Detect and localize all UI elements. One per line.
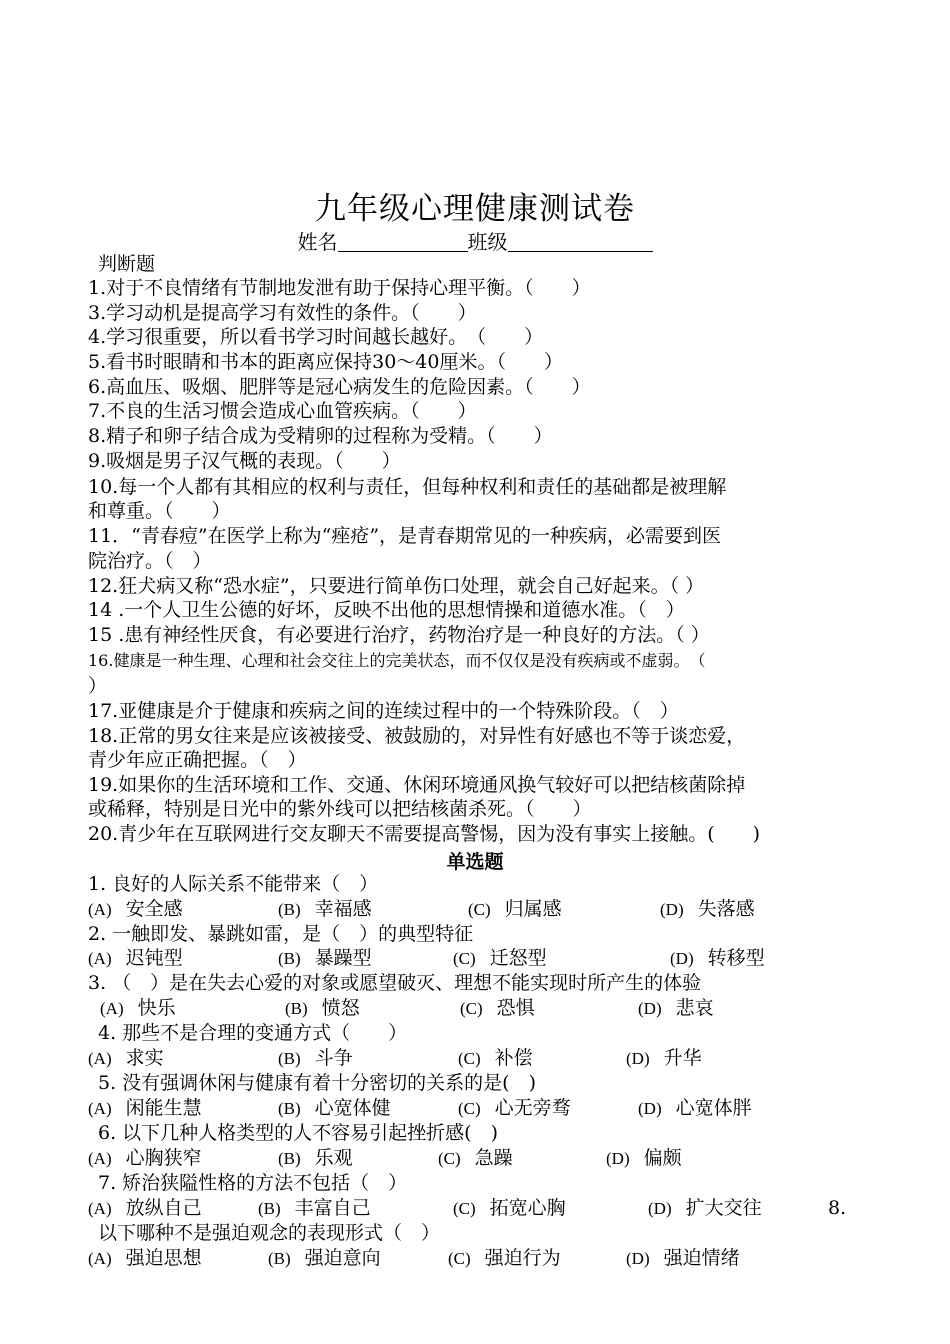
option-text: 补偿 (494, 1047, 533, 1069)
option-d[interactable] (626, 1246, 740, 1271)
option-marker: (B) (278, 949, 301, 968)
option-marker: (A) (88, 1199, 112, 1218)
option-b[interactable] (285, 996, 360, 1021)
option-marker: (B) (278, 1149, 301, 1168)
option-text: 心无旁骛 (494, 1097, 571, 1119)
option-d[interactable] (660, 897, 755, 922)
tf-question-continued: ） (88, 675, 108, 697)
option-d[interactable] (638, 996, 714, 1021)
option-text: 迟钝型 (125, 947, 183, 969)
option-marker: (B) (278, 1099, 301, 1118)
option-c[interactable] (453, 1196, 566, 1221)
mc-question: 4. 那些不是合理的变通方式（ ） (98, 1022, 408, 1044)
option-b[interactable] (278, 897, 372, 922)
option-text: 强迫思想 (125, 1247, 202, 1269)
tf-question: 11．“青春痘”在医学上称为“痤疮”，是青春期常见的一种疾病，必需要到医 (88, 525, 722, 547)
option-text: 归属感 (504, 898, 562, 920)
option-text: 乐观 (314, 1147, 353, 1169)
tf-question: 17.亚健康是介于健康和疾病之间的连续过程中的一个特殊阶段。（ ） (88, 700, 679, 722)
tf-question-continued: 院治疗。（ ） (88, 550, 212, 572)
option-text: 升华 (663, 1047, 702, 1069)
class-blank[interactable] (508, 231, 653, 252)
option-d[interactable] (638, 1096, 752, 1121)
option-text: 心宽体健 (314, 1097, 391, 1119)
mc-question: 1. 良好的人际关系不能带来（ ） (88, 873, 379, 895)
option-b[interactable] (268, 1246, 381, 1271)
option-marker: (D) (626, 1249, 650, 1268)
option-text: 快乐 (137, 997, 176, 1019)
option-text: 心胸狭窄 (125, 1147, 202, 1169)
tf-question-continued: 和尊重。（ ） (88, 500, 231, 522)
option-text: 急躁 (474, 1147, 513, 1169)
option-marker: (B) (285, 999, 308, 1018)
tf-question: 4.学习很重要，所以看书学习时间越长越好。 （ ） (88, 326, 544, 348)
mc-question: 5. 没有强调休闲与健康有着十分密切的关系的是( ) (98, 1072, 536, 1094)
mc-question: 6. 以下几种人格类型的人不容易引起挫折感( ) (98, 1122, 498, 1144)
name-blank[interactable] (338, 231, 468, 252)
option-text: 转移型 (707, 947, 765, 969)
option-text: 扩大交往 (685, 1197, 762, 1219)
tf-question: 6.高血压、吸烟、肥胖等是冠心病发生的危险因素。（ ） (88, 376, 591, 398)
option-text: 迁怒型 (489, 947, 547, 969)
tf-question: 19.如果你的生活环境和工作、交通、休闲环境通风换气较好可以把结核菌除掉 (88, 774, 746, 796)
option-marker: (B) (258, 1199, 281, 1218)
name-label: 姓名 (297, 230, 338, 254)
tf-question: 18.正常的男女往来是应该被接受、被鼓励的，对异性有好感也不等于谈恋爱， (88, 725, 746, 747)
option-marker: (A) (88, 1149, 112, 1168)
option-marker: (A) (88, 1099, 112, 1118)
option-b[interactable] (278, 1146, 353, 1171)
option-text: 强迫意向 (304, 1247, 381, 1269)
option-marker: (A) (88, 1049, 112, 1068)
option-text: 心宽体胖 (675, 1097, 752, 1119)
question-number: 8. (828, 1197, 847, 1219)
page-title: 九年级心理健康测试卷 (315, 191, 635, 227)
option-a[interactable] (88, 1196, 202, 1221)
option-marker: (D) (626, 1049, 650, 1068)
option-b[interactable] (278, 1046, 353, 1071)
mc-question: 3. （ ）是在失去心爱的对象或愿望破灭、理想不能实现时所产生的体验 (88, 972, 702, 994)
option-marker: (D) (660, 900, 684, 919)
option-a[interactable] (88, 1096, 202, 1121)
option-marker: (A) (88, 1249, 112, 1268)
tf-question: 20.青少年在互联网进行交友聊天不需要提高警惕，因为没有事实上接触。( ) (88, 823, 761, 845)
mc-question: 7. 矫治狭隘性格的方法不包括（ ） (98, 1172, 408, 1194)
class-label: 班级 (467, 230, 508, 254)
option-marker: (B) (268, 1249, 291, 1268)
tf-question: 12.狂犬病又称“恐水症”，只要进行简单伤口处理，就会自己好起来。（ ） (88, 575, 705, 597)
option-c[interactable] (448, 1246, 561, 1271)
option-marker: (B) (278, 1049, 301, 1068)
option-a[interactable] (88, 1146, 202, 1171)
option-a[interactable] (88, 946, 183, 971)
option-b[interactable] (278, 946, 372, 971)
mc-question: 2. 一触即发、暴跳如雷，是（ ）的典型特征 (88, 923, 474, 945)
option-b[interactable] (258, 1196, 371, 1221)
option-marker: (D) (606, 1149, 630, 1168)
option-d[interactable] (626, 1046, 702, 1071)
option-text: 悲哀 (675, 997, 714, 1019)
option-text: 恐惧 (496, 997, 535, 1019)
tf-question-continued: 青少年应正确把握。（ ） (88, 749, 307, 771)
option-text: 拓宽心胸 (489, 1197, 566, 1219)
tf-question: 16.健康是一种生理、心理和社会交往上的完美状态，而不仅仅是没有疾病或不虚弱。 （ (88, 651, 706, 670)
option-marker: (C) (460, 999, 483, 1018)
option-d[interactable] (670, 946, 765, 971)
option-marker: (C) (458, 1049, 481, 1068)
option-text: 愤怒 (321, 997, 360, 1019)
option-d[interactable] (606, 1146, 682, 1171)
mc-question: 以下哪种不是强迫观念的表现形式（ ） (98, 1222, 441, 1244)
option-marker: (C) (453, 1199, 476, 1218)
option-c[interactable] (453, 946, 547, 971)
option-text: 安全感 (125, 898, 183, 920)
option-text: 斗争 (314, 1047, 353, 1069)
option-text: 强迫行为 (484, 1247, 561, 1269)
tf-question: 3.学习动机是提高学习有效性的条件。（ ） (88, 302, 477, 324)
option-marker: (C) (438, 1149, 461, 1168)
option-marker: (D) (638, 999, 662, 1018)
option-text: 暴躁型 (314, 947, 372, 969)
option-c[interactable] (468, 897, 562, 922)
option-marker: (D) (670, 949, 694, 968)
option-marker: (A) (100, 999, 124, 1018)
option-a[interactable] (88, 1246, 202, 1271)
option-text: 失落感 (697, 898, 755, 920)
option-marker: (C) (458, 1099, 481, 1118)
option-c[interactable] (458, 1096, 571, 1121)
option-marker: (A) (88, 949, 112, 968)
option-text: 求实 (125, 1047, 164, 1069)
option-c[interactable] (460, 996, 535, 1021)
option-a[interactable] (88, 897, 183, 922)
option-d[interactable] (648, 1196, 762, 1221)
option-c[interactable] (458, 1046, 533, 1071)
tf-question: 9.吸烟是男子汉气概的表现。（ ） (88, 450, 401, 472)
option-marker: (C) (448, 1249, 471, 1268)
student-info-line (0, 226, 950, 255)
tf-question: 10.每一个人都有其相应的权利与责任，但每种权利和责任的基础都是被理解 (88, 476, 727, 498)
tf-section-heading: 判断题 (98, 253, 156, 275)
option-marker: (A) (88, 900, 112, 919)
option-marker: (C) (468, 900, 491, 919)
option-marker: (D) (648, 1199, 672, 1218)
tf-question: 14 .一个人卫生公德的好坏，反映不出他的思想情操和道德水准。（ ） (88, 599, 685, 621)
option-a[interactable] (100, 996, 176, 1021)
tf-question: 5.看书时眼睛和书本的距离应保持30～40厘米。（ ） (88, 351, 563, 373)
mc-section-heading: 单选题 (446, 851, 504, 873)
option-text: 偏颇 (643, 1147, 682, 1169)
tf-question: 1.对于不良情绪有节制地发泄有助于保持心理平衡。（ ） (88, 277, 591, 299)
option-text: 闲能生慧 (125, 1097, 202, 1119)
option-text: 放纵自己 (125, 1197, 202, 1219)
option-text: 强迫情绪 (663, 1247, 740, 1269)
option-marker: (C) (453, 949, 476, 968)
tf-question: 15 .患有神经性厌食，有必要进行治疗，药物治疗是一种良好的方法。（ ） (88, 624, 710, 646)
option-b[interactable] (278, 1096, 391, 1121)
option-c[interactable] (438, 1146, 513, 1171)
option-text: 丰富自己 (294, 1197, 371, 1219)
tf-question: 8.精子和卵子结合成为受精卵的过程称为受精。（ ） (88, 425, 553, 447)
tf-question-continued: 或稀释，特别是日光中的紫外线可以把结核菌杀死。（ ） (88, 798, 592, 820)
option-a[interactable] (88, 1046, 164, 1071)
option-marker: (B) (278, 900, 301, 919)
option-text: 幸福感 (314, 898, 372, 920)
tf-question: 7.不良的生活习惯会造成心血管疾病。（ ） (88, 400, 477, 422)
option-marker: (D) (638, 1099, 662, 1118)
